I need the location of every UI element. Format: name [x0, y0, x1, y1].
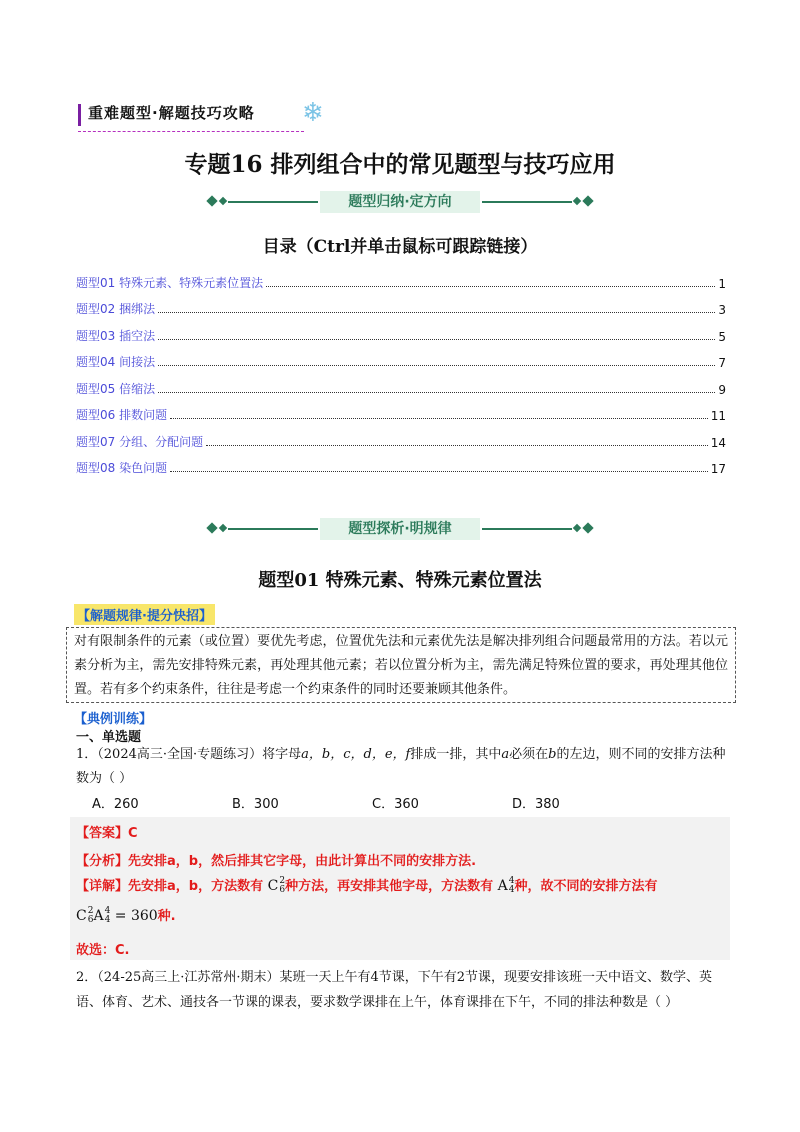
question-number: 1．	[76, 747, 98, 762]
banner-analysis-label: 题型探析·明规律	[320, 518, 480, 540]
question-1	[76, 743, 732, 791]
toc-page: 9	[718, 382, 726, 397]
option-c: C．360	[372, 797, 419, 812]
toc-leader	[170, 471, 708, 472]
question-text: 的左边，则不同的安排方法种数为（ ）	[76, 747, 726, 786]
banner-diamond	[219, 524, 227, 532]
toc-leader	[266, 286, 715, 287]
analysis-tag: 【分析】	[76, 854, 129, 869]
detail-tag: 【详解】	[76, 879, 129, 894]
question-letters: a，b，c，d，e，f	[301, 747, 411, 762]
toc-page: 17	[710, 462, 726, 476]
analysis-row	[76, 850, 476, 869]
banner-analysis	[208, 518, 592, 540]
combination-formula: C 2 6	[267, 876, 286, 895]
example-label: 【典例训练】	[74, 712, 153, 727]
toc-page: 11	[710, 409, 726, 423]
question-2: 2．（24-25高三上·江苏常州·期末）某班一天上午有4节课，下午有2节课，现要安排该班一天中语文、数学、英语、体育、艺术、通技各一节课的课表，要求数学课排在上午，体育课排在下午，不同的排法种数是（ ）	[76, 970, 713, 1010]
permutation-formula: A 4 4	[497, 876, 515, 895]
question-text: 必须在	[509, 747, 549, 762]
toc-item[interactable]	[76, 291, 726, 318]
banner-diamond	[573, 197, 581, 205]
question-var-a: a	[501, 747, 510, 762]
option-a: A．260	[92, 797, 139, 812]
banner-diamond	[582, 522, 593, 533]
option-b: B．300	[232, 797, 279, 812]
result-formula: C 2 6 A 4 4 = 360	[76, 906, 158, 925]
tips-box: 对有限制条件的元素（或位置）要优先考虑，位置优先法和元素优先法是解决排列组合问题最常用的方法。若以元素分析为主，需先安排特殊元素，再处理其他元素；若以位置分析为主，需先满足特殊位置的要求，再处理其他位置。若有多个约束条件，往往是考虑一个约束条件的同时还要兼顾其他条件。	[66, 627, 736, 703]
toc-link[interactable]: 题型01 特殊元素、特殊元素位置法	[76, 275, 264, 290]
question-var-b: b	[548, 747, 557, 762]
banner-diamond	[219, 197, 227, 205]
toc-page: 1	[718, 276, 726, 291]
detail-text: 种方法，再安排其他字母，方法数有	[285, 879, 494, 894]
toc-page: 14	[710, 435, 726, 450]
banner-line	[482, 528, 572, 530]
question-source: （2024高三·全国·专题练习）	[97, 747, 263, 762]
header-divider	[78, 131, 304, 132]
page-title: 专题16 排列组合中的常见题型与技巧应用	[184, 151, 616, 178]
toc-leader	[158, 392, 715, 393]
toc-item[interactable]	[76, 370, 726, 397]
banner-diamond	[206, 522, 217, 533]
banner-summary-label: 题型归纳·定方向	[320, 191, 480, 213]
toc-leader	[158, 339, 715, 340]
question-text: 将字母	[262, 747, 302, 762]
banner-diamond	[206, 195, 217, 206]
banner-line	[228, 528, 318, 530]
toc-title: 目录（Ctrl并单击鼠标可跟踪链接）	[262, 237, 538, 257]
toc-link[interactable]: 题型04 间接法	[76, 355, 156, 369]
toc-leader	[158, 365, 715, 366]
toc-item[interactable]	[76, 423, 726, 450]
banner-diamond	[573, 524, 581, 532]
formula-result: = 360	[114, 908, 158, 924]
solution-box	[70, 817, 730, 960]
tips-label: 【解题规律·提分快招】	[74, 604, 215, 625]
detail-row	[76, 875, 658, 895]
answer-row	[76, 822, 138, 841]
formula-row	[76, 905, 176, 925]
toc-item[interactable]	[76, 397, 726, 424]
answer-value: C	[128, 826, 138, 841]
toc-link[interactable]: 题型07 分组、分配问题	[76, 434, 204, 449]
header-tag	[88, 102, 255, 123]
toc-item[interactable]	[76, 317, 726, 344]
banner-line	[228, 201, 318, 203]
table-of-contents	[76, 264, 726, 476]
toc-link[interactable]: 题型08 染色问题	[76, 461, 168, 475]
toc-link[interactable]: 题型03 插空法	[76, 328, 156, 343]
banner-diamond	[582, 195, 593, 206]
banner-line	[482, 201, 572, 203]
toc-link[interactable]: 题型06 排数问题	[76, 408, 168, 422]
header-tag-text: 重难题型·解题技巧攻略	[88, 104, 255, 122]
subsection-heading: 一、单选题	[76, 730, 142, 745]
toc-item[interactable]	[76, 264, 726, 291]
toc-leader	[170, 418, 708, 419]
toc-page: 3	[718, 303, 726, 317]
toc-page: 7	[718, 356, 726, 370]
toc-link[interactable]: 题型05 倍缩法	[76, 381, 156, 396]
toc-link[interactable]: 题型02 捆绑法	[76, 302, 156, 316]
toc-page: 5	[718, 329, 726, 344]
toc-leader	[206, 445, 708, 446]
detail-text: 种.	[157, 909, 176, 924]
question-text: 排成一排，其中	[410, 747, 502, 762]
snowflake-icon: ❄	[302, 98, 324, 128]
choose-row: 故选：C.	[76, 943, 130, 958]
option-d: D．380	[512, 797, 560, 812]
answer-tag: 【答案】	[76, 826, 129, 841]
detail-text: 先安排a，b，方法数有	[128, 879, 264, 894]
analysis-text: 先安排a，b，然后排其它字母，由此计算出不同的安排方法.	[128, 854, 477, 869]
detail-text: 种，故不同的安排方法有	[514, 879, 658, 894]
header-bar	[78, 104, 81, 126]
banner-summary	[208, 191, 592, 213]
toc-leader	[158, 312, 715, 313]
answer-options	[92, 793, 652, 812]
toc-item[interactable]	[76, 450, 726, 477]
section-title: 题型01 特殊元素、特殊元素位置法	[258, 570, 542, 591]
toc-item[interactable]	[76, 344, 726, 371]
